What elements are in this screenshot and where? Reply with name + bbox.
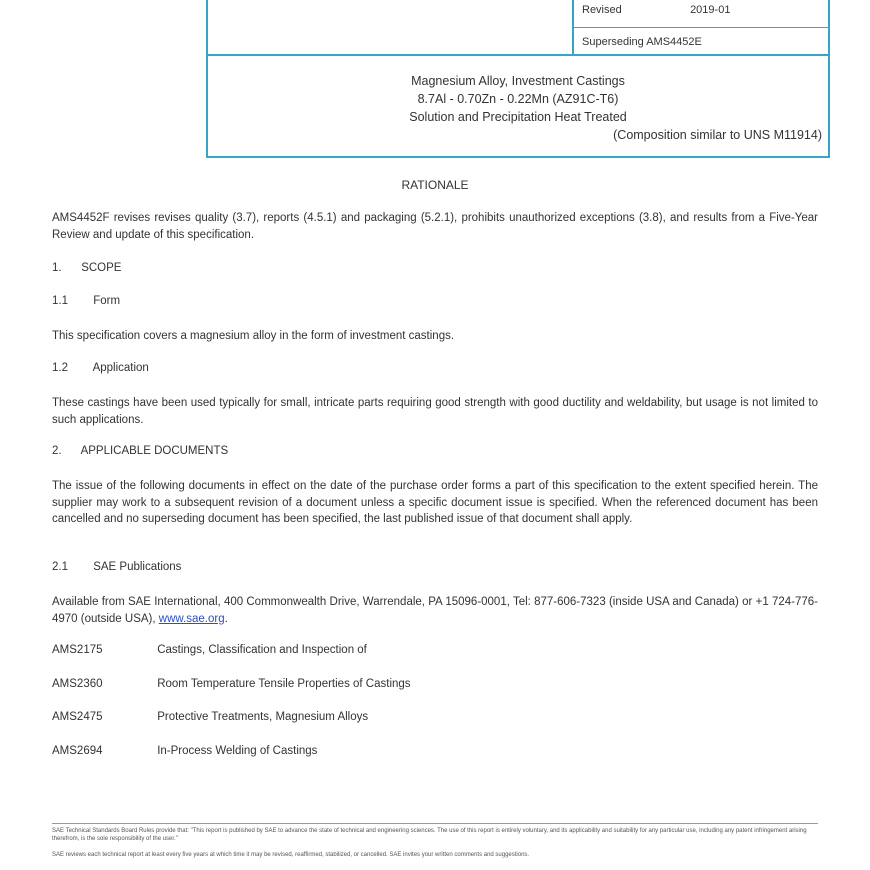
section-1-heading	[52, 262, 121, 274]
superseding-label: Superseding AMS4452E	[582, 36, 702, 48]
application-text: These castings have been used typically for small, intricate parts requiring good strength with good ductility and weldability, but usage is not limited to such applications.	[52, 397, 818, 426]
section-number: 1.2	[52, 362, 68, 374]
section-title: SAE Publications	[93, 561, 182, 573]
reference-title: Room Temperature Tensile Properties of Castings	[157, 678, 411, 690]
reference-code: AMS2694	[52, 745, 103, 757]
reference-code: AMS2360	[52, 678, 103, 690]
header-rule	[574, 27, 828, 28]
section-number: 2.1	[52, 561, 68, 573]
footer-rule	[52, 823, 818, 824]
sae-website-link[interactable]: www.sae.org	[158, 612, 225, 625]
footer-note-2: SAE reviews each technical report at least every five years at which time it may be revised, reaffirmed, stabilized, or cancelled. SAE invites your written comments and suggestions.	[52, 852, 530, 858]
section-1-2-heading	[52, 362, 149, 374]
section-2-heading	[52, 445, 228, 457]
footer-note-1: SAE Technical Standards Board Rules provide that: "This report is published by SAE to advance the state of technical and engineering sciences. The use of this report is entirely voluntary, and its applicability and suitability for any particular use, including any patent infringement arising therefrom, is the sole responsibility of the user."	[52, 828, 807, 842]
title-line-1: Magnesium Alloy, Investment Castings	[411, 74, 625, 88]
section-number: 2.	[52, 445, 62, 457]
superseding-row	[582, 36, 702, 48]
title-line-3: Solution and Precipitation Heat Treated	[409, 110, 627, 124]
section-title: Form	[93, 295, 121, 307]
reference-row	[52, 745, 317, 757]
title-box	[206, 54, 830, 158]
rationale-heading: RATIONALE	[401, 178, 469, 192]
reference-code: AMS2175	[52, 644, 103, 656]
reference-title: Protective Treatments, Magnesium Alloys	[157, 711, 369, 723]
reference-title: Castings, Classification and Inspection of	[157, 644, 367, 656]
section-1-1-heading	[52, 295, 120, 307]
reference-row	[52, 644, 367, 656]
title-line-2: 8.7Al - 0.70Zn - 0.22Mn (AZ91C-T6)	[417, 92, 619, 106]
reference-title: In-Process Welding of Castings	[157, 745, 318, 757]
document-header-box	[206, 0, 830, 54]
revised-row	[582, 4, 730, 16]
section-title: APPLICABLE DOCUMENTS	[80, 445, 229, 457]
section-title: SCOPE	[81, 262, 122, 274]
revised-label: Revised	[582, 4, 622, 16]
section-title: Application	[92, 362, 149, 374]
reference-row	[52, 678, 411, 690]
sae-publications-text: Available from SAE International, 400 Commonwealth Drive, Warrendale, PA 15096-0001, Tel: 877-606-7323 (inside USA and Canada) or +1 724-776-4970 (outside USA), www.sae.org.	[52, 596, 818, 625]
section-number: 1.1	[52, 295, 68, 307]
composition-note: (Composition similar to UNS M11914)	[613, 128, 822, 142]
revised-value: 2019-01	[690, 4, 731, 16]
reference-code: AMS2475	[52, 711, 103, 723]
section-2-1-heading	[52, 561, 181, 573]
rationale-text: AMS4452F revises revises quality (3.7), reports (4.5.1) and packaging (5.2.1), prohibits unauthorized exceptions (3.8), and results from a Five-Year Review and update of this specification.	[52, 212, 818, 241]
applicable-documents-text: The issue of the following documents in effect on the date of the purchase order forms a part of this specification to the extent specified herein. The supplier may work to a subsequent revision of a document unless a specific document issue is specified. When the referenced document has been cancelled and no superseding document has been specified, the last published issue of that document shall apply.	[52, 480, 818, 525]
sae-address: Available from SAE International, 400 Commonwealth Drive, Warrendale, PA 15096-0001, Tel: 877-606-7323 (inside USA and Canada) or +1 724-776-4970 (outside USA),	[52, 596, 818, 625]
section-number: 1.	[52, 262, 62, 274]
form-text: This specification covers a magnesium alloy in the form of investment castings.	[52, 330, 455, 342]
reference-row	[52, 711, 368, 723]
